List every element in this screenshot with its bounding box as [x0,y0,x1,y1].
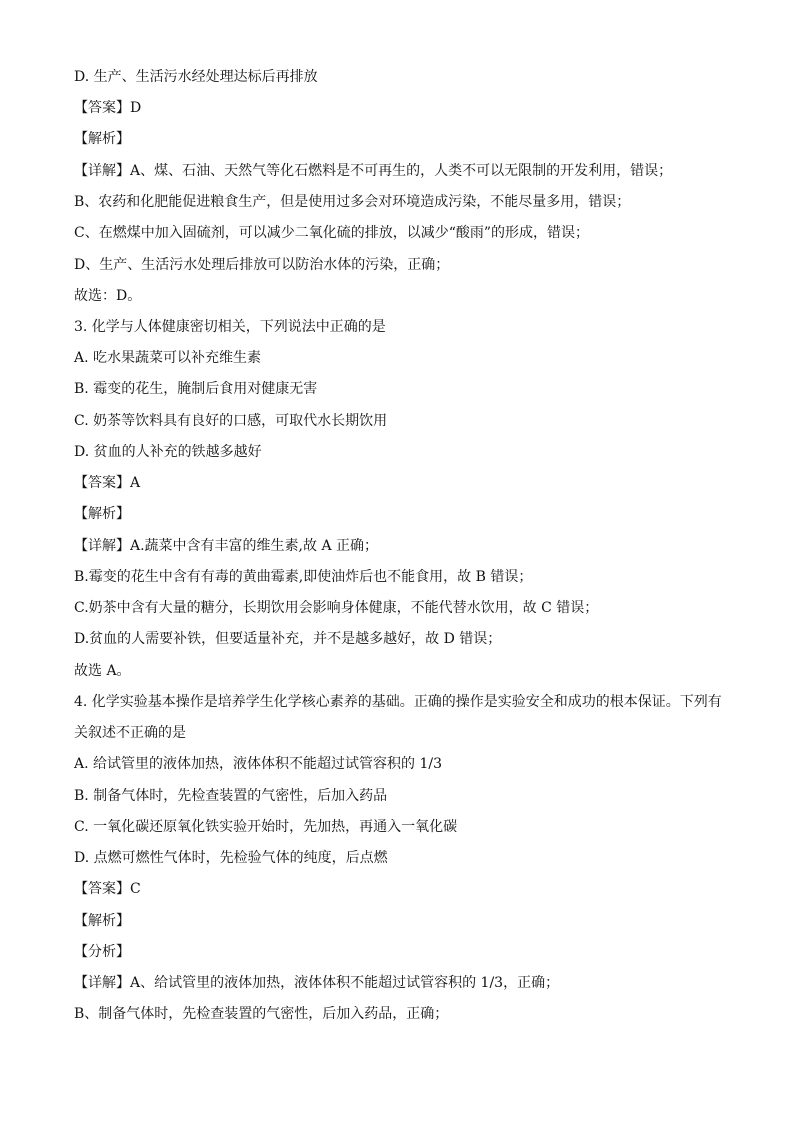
q4-analysis-heading: 【解析】 [74,913,130,929]
q4-detail-b: B、制备气体时，先检查装置的气密性，后加入药品，正确； [74,1006,449,1022]
q2-detail-a: 【详解】A、煤、石油、天然气等化石燃料是不可再生的，人类不可以无限制的开发利用，错误； [74,163,673,179]
q2-detail-d: D、生产、生活污水处理后排放可以防治水体的污染，正确； [74,257,450,273]
q3-detail-c: C.奶茶中含有大量的糖分，长期饮用会影响身体健康，不能代替水饮用，故 C 错误； [74,600,599,616]
q3-option-d: D. 贫血的人补充的铁越多越好 [74,444,262,460]
q2-detail-b: B、农药和化肥能促进粮食生产，但是使用过多会对环境造成污染，不能尽量多用，错误； [74,194,631,210]
q4-stem-line2: 关叙述不正确的是 [74,725,186,741]
q4-option-b: B. 制备气体时，先检查装置的气密性，后加入药品 [74,788,388,804]
q4-answer: 【答案】C [74,881,141,897]
q3-option-c: C. 奶茶等饮料具有良好的口感，可取代水长期饮用 [74,413,388,429]
q4-fenxi-heading: 【分析】 [74,944,130,960]
q3-detail-d: D.贫血的人需要补铁，但要适量补充，并不是越多越好，故 D 错误； [74,631,502,647]
q2-detail-c: C、在燃煤中加入固硫剂，可以减少二氧化硫的排放，以减少“酸雨”的形成，错误； [74,225,590,241]
q3-stem: 3. 化学与人体健康密切相关，下列说法中正确的是 [74,319,386,335]
q4-option-d: D. 点燃可燃性气体时，先检验气体的纯度，后点燃 [74,850,388,866]
q3-conclusion: 故选 A。 [74,663,131,679]
q3-analysis-heading: 【解析】 [74,506,130,522]
q2-analysis-heading: 【解析】 [74,131,130,147]
q2-conclusion: 故选：D。 [74,288,142,304]
q2-option-d: D. 生产、生活污水经处理达标后再排放 [74,69,318,85]
q4-detail-a: 【详解】A、给试管里的液体加热，液体体积不能超过试管容积的 1/3，正确； [74,975,560,991]
q4-option-a: A. 给试管里的液体加热，液体体积不能超过试管容积的 1/3 [74,756,442,772]
q4-option-c: C. 一氧化碳还原氧化铁实验开始时，先加热，再通入一氧化碳 [74,819,458,835]
q3-option-a: A. 吃水果蔬菜可以补充维生素 [74,350,262,366]
q3-detail-a: 【详解】A.蔬菜中含有丰富的维生素,故 A 正确； [74,538,379,554]
q4-stem-line1: 4. 化学实验基本操作是培养学生化学核心素养的基础。正确的操作是实验安全和成功的根本保证。下列有 [74,694,722,710]
q3-detail-b: B.霉变的花生中含有有毒的黄曲霉素,即使油炸后也不能食用，故 B 错误； [74,569,533,585]
q3-answer: 【答案】A [74,475,141,491]
q2-answer: 【答案】D [74,100,142,116]
q3-option-b: B. 霉变的花生，腌制后食用对健康无害 [74,381,318,397]
